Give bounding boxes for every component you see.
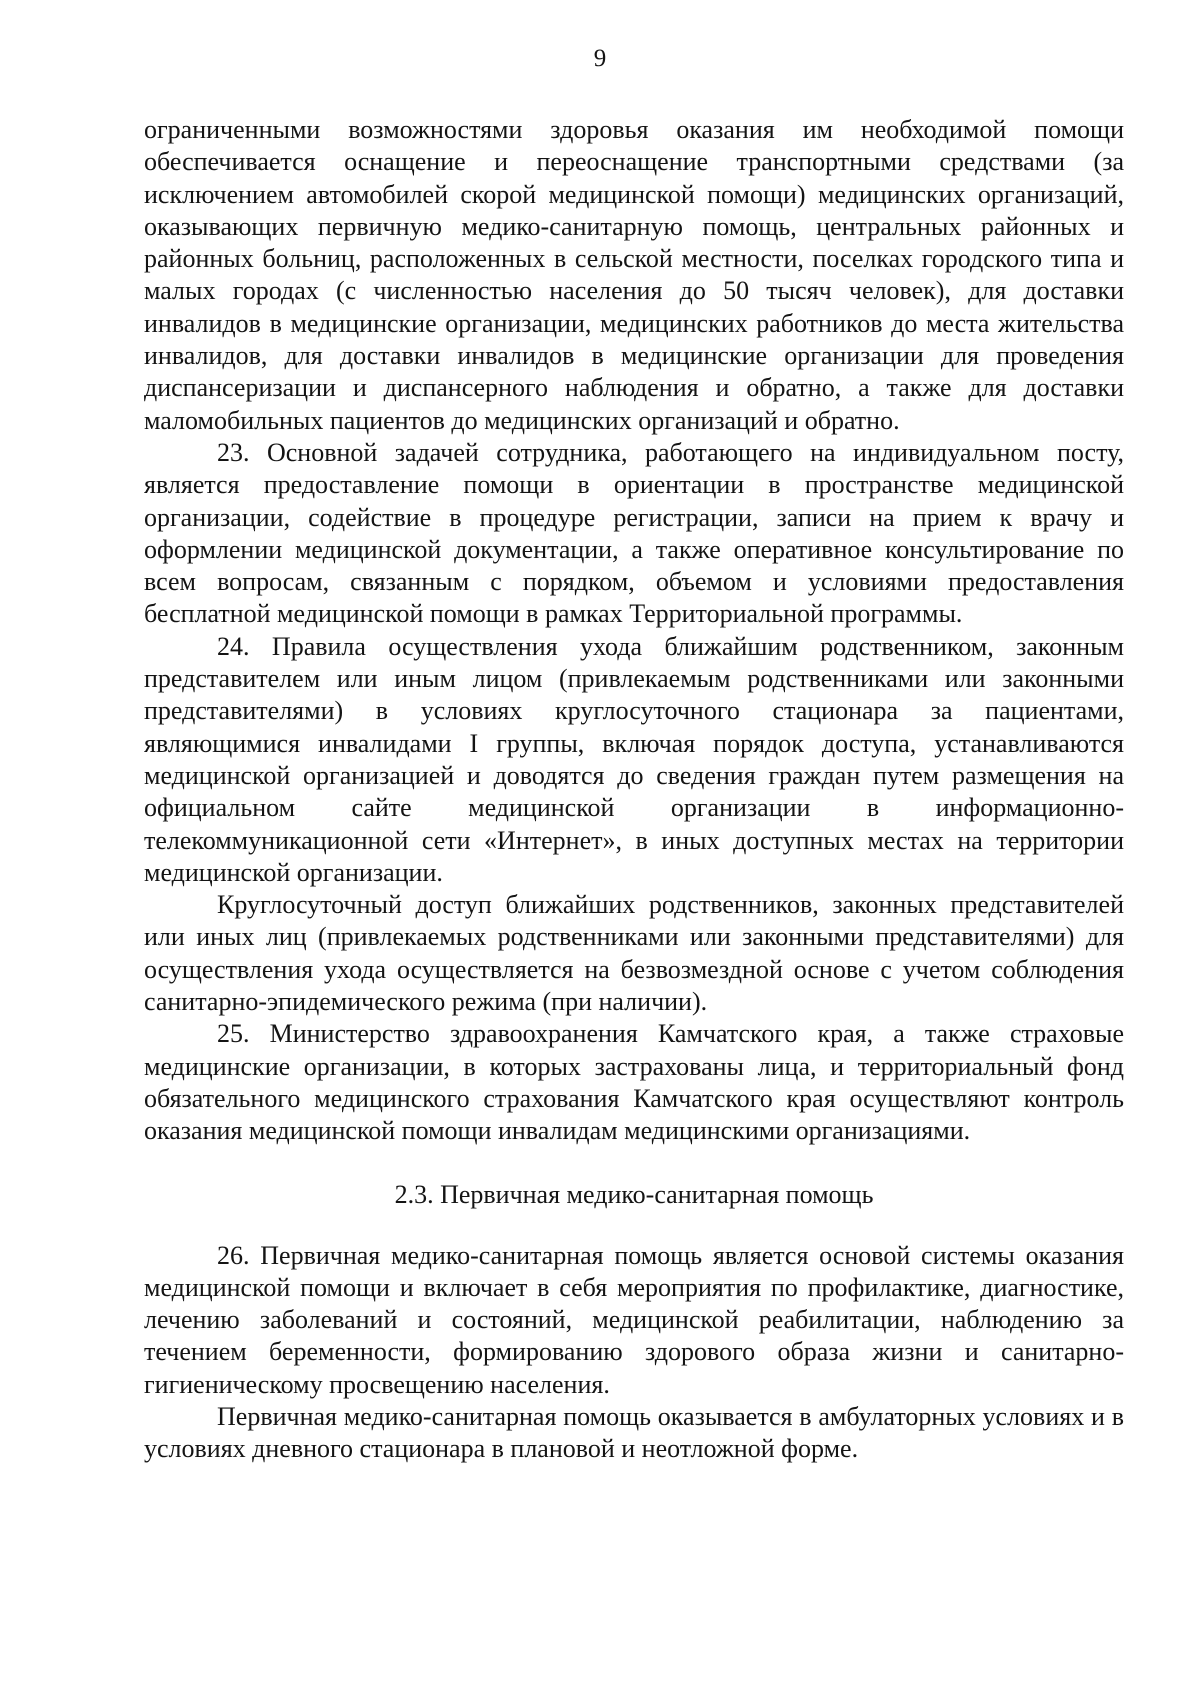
document-body [144, 114, 1124, 1466]
section-heading: 2.3. Первичная медико-санитарная помощь [394, 1179, 874, 1209]
page-number: 9 [593, 45, 607, 72]
paragraph-25: 25. Министерство здравоохранения Камчатского края, а также страховые медицинские организации, в которых застрахованы лица, и территориальный фонд обязательного медицинского страхования Камчатского края осуществляют контроль оказания медицинской помощи инвалидам медицинскими организациями. [144, 1019, 1124, 1146]
paragraph-26: 26. Первичная медико-санитарная помощь является основой системы оказания медицинской помощи и включает в себя мероприятия по профилактике, диагностике, лечению заболеваний и состояний, медицинской реабилитации, наблюдению за течением беременности, формированию здорового образа жизни и санитарно-гигиеническому просвещению населения. [144, 1240, 1124, 1399]
paragraph-24: 24. Правила осуществления ухода ближайшим родственником, законным представителем или иным лицом (привлекаемым родственниками или законными представителями) в условиях круглосуточного стационара за пациентами, являющимися инвалидами I группы, включая порядок доступа, устанавливаются медицинской организацией и доводятся до сведения граждан путем размещения на официальном сайте медицинской организации в информационно-телекоммуникационной сети «Интернет», в иных доступных местах на территории медицинской организации. [144, 631, 1124, 887]
paragraph-23: 23. Основной задачей сотрудника, работающего на индивидуальном посту, является предоставление помощи в ориентации в пространстве медицинской организации, содействие в процедуре регистрации, записи на прием к врачу и оформлении медицинской документации, а также оперативное консультирование по всем вопросам, связанным с порядком, объемом и условиями предоставления бесплатной медицинской помощи в рамках Территориальной программы. [144, 437, 1124, 629]
paragraph-26-forms: Первичная медико-санитарная помощь оказывается в амбулаторных условиях и в условиях дневного стационара в плановой и неотложной форме. [144, 1401, 1124, 1464]
paragraph-continuation: ограниченными возможностями здоровья оказания им необходимой помощи обеспечивается оснащение и переоснащение транспортными средствами (за исключением автомобилей скорой медицинской помощи) медицинских организаций, оказывающих первичную медико-санитарную помощь, центральных районных и районных больниц, расположенных в сельской местности, поселках городского типа и малых городах (с численностью населения до 50 тысяч человек), для доставки инвалидов в медицинские организации, медицинских работников до места жительства инвалидов, для доставки инвалидов в медицинские организации для проведения диспансеризации и диспансерного наблюдения и обратно, а также для доставки маломобильных пациентов до медицинских организаций и обратно. [144, 115, 1124, 435]
paragraph-24-access: Круглосуточный доступ ближайших родственников, законных представителей или иных лиц (привлекаемых родственниками или законными представителями) для осуществления ухода осуществляется на безвозмездной основе с учетом соблюдения санитарно-эпидемического режима (при наличии). [144, 890, 1124, 1017]
